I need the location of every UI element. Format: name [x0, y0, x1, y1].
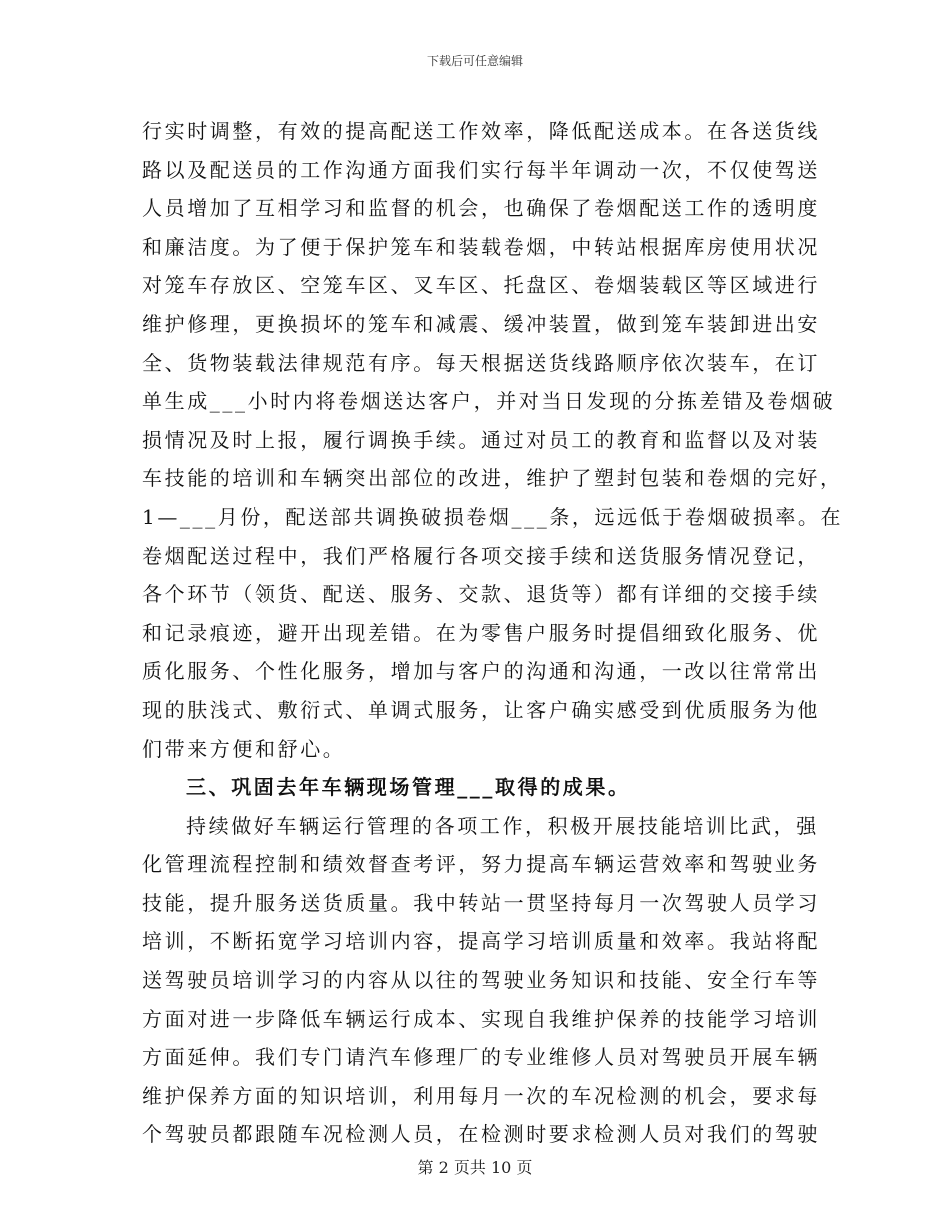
text-line: 损情况及时上报，履行调换手续。通过对员工的教育和监督以及对装 [142, 427, 820, 452]
text-line: 现的肤浅式、敷衍式、单调式服务，让客户确实感受到优质服务为他 [142, 697, 820, 722]
text-line: 1—___月份，配送部共调换破损卷烟___条，远远低于卷烟破损率。在 [142, 504, 844, 529]
text-line: 全、货物装载法律规范有序。每天根据送货线路顺序依次装车，在订 [142, 350, 820, 375]
text-line: 送驾驶员培训学习的内容从以往的驾驶业务知识和技能、安全行车等 [142, 968, 820, 993]
text-line: 和记录痕迹，避开出现差错。在为零售户服务时提倡细致化服务、优 [142, 620, 820, 645]
text-line: 培训，不断拓宽学习培训内容，提高学习培训质量和效率。我站将配 [142, 929, 820, 954]
text-line: 方面对进一步降低车辆运行成本、实现自我维护保养的技能学习培训 [142, 1006, 820, 1031]
text-line: 和廉洁度。为了便于保护笼车和装载卷烟，中转站根据库房使用状况 [142, 234, 820, 259]
text-line: 车技能的培训和车辆突出部位的改进，维护了塑封包装和卷烟的完好， [142, 466, 843, 491]
document-body [142, 112, 844, 1154]
text-line: 各个环节（领货、配送、服务、交款、退货等）都有详细的交接手续 [142, 582, 820, 607]
text-line: 行实时调整，有效的提高配送工作效率，降低配送成本。在各送货线 [142, 119, 820, 143]
text-line: 卷烟配送过程中，我们严格履行各项交接手续和送货服务情况登记， [142, 543, 820, 568]
text-line: 维护保养方面的知识培训，利用每月一次的车况检测的机会，要求每 [142, 1083, 820, 1108]
text-line: 们带来方便和舒心。 [142, 736, 346, 761]
text-line: 人员增加了互相学习和监督的机会，也确保了卷烟配送工作的透明度 [142, 196, 820, 221]
text-line: 路以及配送员的工作沟通方面我们实行每半年调动一次，不仅使驾送 [142, 157, 820, 182]
text-line: 维护修理，更换损坏的笼车和减震、缓冲装置，做到笼车装卸进出安 [142, 311, 820, 336]
text-line: 质化服务、个性化服务，增加与客户的沟通和沟通，一改以往常常出 [142, 659, 820, 684]
text-line: 方面延伸。我们专门请汽车修理厂的专业维修人员对驾驶员开展车辆 [142, 1045, 820, 1070]
text-line: 化管理流程控制和绩效督查考评，努力提高车辆运营效率和驾驶业务 [142, 852, 820, 877]
section-heading: 三、巩固去年车辆现场管理___取得的成果。 [186, 775, 631, 800]
text-line: 对笼车存放区、空笼车区、叉车区、托盘区、卷烟装载区等区域进行 [142, 273, 820, 298]
text-line: 单生成___小时内将卷烟送达客户，并对当日发现的分拣差错及卷烟破 [142, 389, 836, 414]
page-footer: 第 2 页共 10 页 [417, 1158, 533, 1177]
text-line: 个驾驶员都跟随车况检测人员，在检测时要求检测人员对我们的驾驶 [142, 1122, 820, 1147]
paragraph-first-line: 持续做好车辆运行管理的各项工作，积极开展技能培训比武，强 [186, 813, 819, 838]
text-line: 技能，提升服务送货质量。我中转站一贯坚持每月一次驾驶人员学习 [142, 890, 820, 915]
page-header: 下载后可任意编辑 [426, 54, 523, 68]
